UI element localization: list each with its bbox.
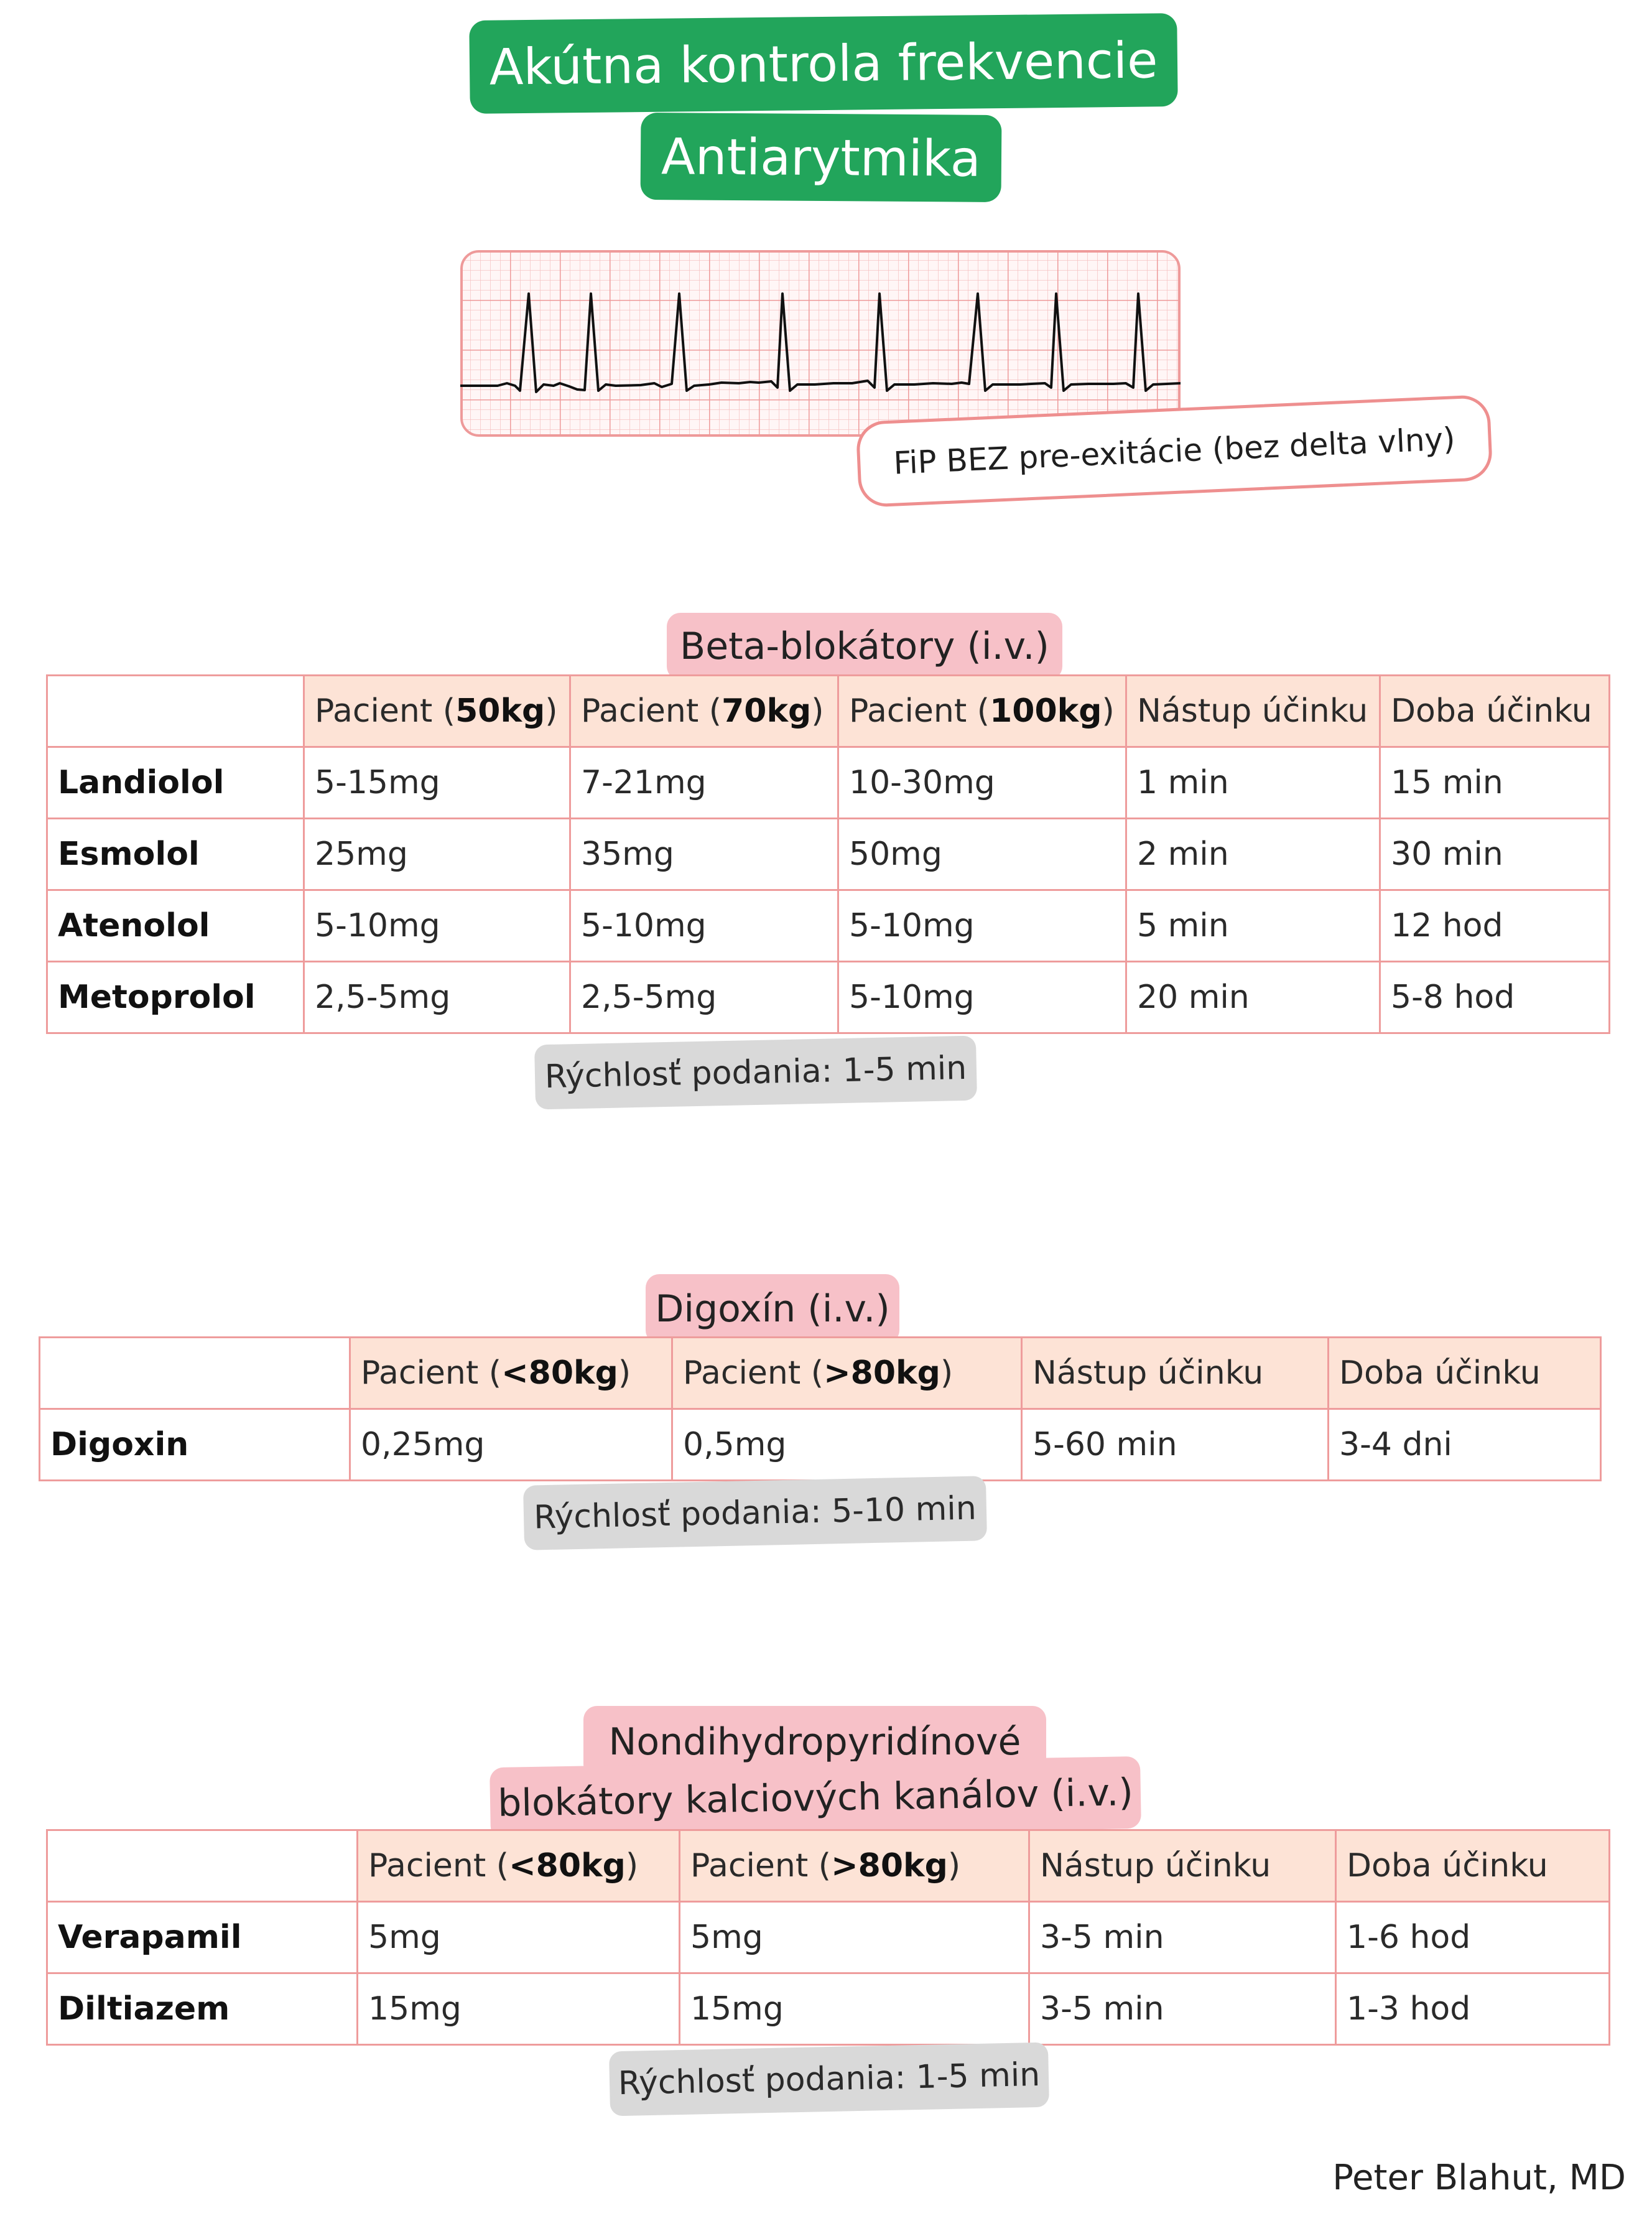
dose-cell: 15mg	[680, 1973, 1029, 2045]
ccb-heading-line2: blokátory kalciových kanálov (i.v.)	[490, 1756, 1141, 1840]
onset-cell: 3-5 min	[1029, 1902, 1336, 1973]
beta-header-50kg: Pacient (50kg)	[304, 676, 570, 747]
dose-cell: 0,5mg	[672, 1409, 1022, 1481]
dose-cell: 0,25mg	[350, 1409, 672, 1481]
dose-cell: 5-10mg	[570, 890, 838, 962]
dose-cell: 2,5-5mg	[304, 962, 570, 1033]
ecg-strip	[460, 250, 1181, 437]
table-row	[47, 747, 1610, 819]
onset-cell: 3-5 min	[1029, 1973, 1336, 2045]
beta-header-duration: Doba účinku	[1380, 676, 1610, 747]
beta-header-row	[47, 676, 1610, 747]
beta-heading: Beta-blokátory (i.v.)	[667, 613, 1062, 680]
onset-cell: 20 min	[1126, 962, 1380, 1033]
onset-cell: 5-60 min	[1022, 1409, 1329, 1481]
duration-cell: 5-8 hod	[1380, 962, 1610, 1033]
digoxin-rate-note: Rýchlosť podania: 5-10 min	[523, 1476, 987, 1550]
onset-cell: 2 min	[1126, 819, 1380, 890]
beta-header-empty	[47, 676, 304, 747]
drug-name: Verapamil	[47, 1902, 358, 1973]
drug-name: Diltiazem	[47, 1973, 358, 2045]
dose-cell: 5mg	[358, 1902, 680, 1973]
beta-rate-note: Rýchlosť podania: 1-5 min	[534, 1036, 977, 1110]
digoxin-table	[39, 1336, 1602, 1481]
dose-cell: 35mg	[570, 819, 838, 890]
digoxin-heading: Digoxín (i.v.)	[646, 1274, 899, 1344]
table-row	[47, 1902, 1610, 1973]
table-row	[47, 1973, 1610, 2045]
dose-cell: 5-10mg	[304, 890, 570, 962]
duration-cell: 15 min	[1380, 747, 1610, 819]
table-row	[40, 1409, 1601, 1481]
ccb-header-row	[47, 1830, 1610, 1902]
dose-cell: 10-30mg	[838, 747, 1126, 819]
onset-cell: 1 min	[1126, 747, 1380, 819]
dose-cell: 15mg	[358, 1973, 680, 2045]
dose-cell: 7-21mg	[570, 747, 838, 819]
ccb-table	[46, 1829, 1610, 2046]
beta-header-100kg: Pacient (100kg)	[838, 676, 1126, 747]
digoxin-header-row	[40, 1338, 1601, 1409]
drug-name: Landiolol	[47, 747, 304, 819]
digoxin-header-duration: Doba účinku	[1329, 1338, 1601, 1409]
beta-header-70kg: Pacient (70kg)	[570, 676, 838, 747]
dose-cell: 5-15mg	[304, 747, 570, 819]
title-sub: Antiarytmika	[641, 113, 1002, 202]
dose-cell: 5-10mg	[838, 962, 1126, 1033]
duration-cell: 30 min	[1380, 819, 1610, 890]
onset-cell: 5 min	[1126, 890, 1380, 962]
drug-name: Metoprolol	[47, 962, 304, 1033]
dose-cell: 2,5-5mg	[570, 962, 838, 1033]
table-row	[47, 819, 1610, 890]
duration-cell: 1-6 hod	[1336, 1902, 1610, 1973]
ccb-header-empty	[47, 1830, 358, 1902]
beta-header-onset: Nástup účinku	[1126, 676, 1380, 747]
drug-name: Esmolol	[47, 819, 304, 890]
ccb-header-onset: Nástup účinku	[1029, 1830, 1336, 1902]
dose-cell: 25mg	[304, 819, 570, 890]
beta-table	[46, 674, 1610, 1034]
ccb-heading-line1: Nondihydropyridínové	[583, 1706, 1046, 1778]
ccb-rate-note: Rýchlosť podania: 1-5 min	[609, 2043, 1049, 2117]
duration-cell: 1-3 hod	[1336, 1973, 1610, 2045]
ccb-header-duration: Doba účinku	[1336, 1830, 1610, 1902]
duration-cell: 12 hod	[1380, 890, 1610, 962]
table-row	[47, 962, 1610, 1033]
digoxin-header-empty	[40, 1338, 350, 1409]
title-main: Akútna kontrola frekvencie	[469, 13, 1178, 114]
ccb-header-over-80kg: Pacient (>80kg)	[680, 1830, 1029, 1902]
ccb-header-under-80kg: Pacient (<80kg)	[358, 1830, 680, 1902]
dose-cell: 50mg	[838, 819, 1126, 890]
digoxin-header-under-80kg: Pacient (<80kg)	[350, 1338, 672, 1409]
author-credit: Peter Blahut, MD	[1332, 2158, 1626, 2198]
dose-cell: 5mg	[680, 1902, 1029, 1973]
table-row	[47, 890, 1610, 962]
digoxin-header-onset: Nástup účinku	[1022, 1338, 1329, 1409]
drug-name: Digoxin	[40, 1409, 350, 1481]
duration-cell: 3-4 dni	[1329, 1409, 1601, 1481]
dose-cell: 5-10mg	[838, 890, 1126, 962]
ecg-note: FiP BEZ pre-exitácie (bez delta vlny)	[855, 394, 1493, 508]
drug-name: Atenolol	[47, 890, 304, 962]
digoxin-header-over-80kg: Pacient (>80kg)	[672, 1338, 1022, 1409]
